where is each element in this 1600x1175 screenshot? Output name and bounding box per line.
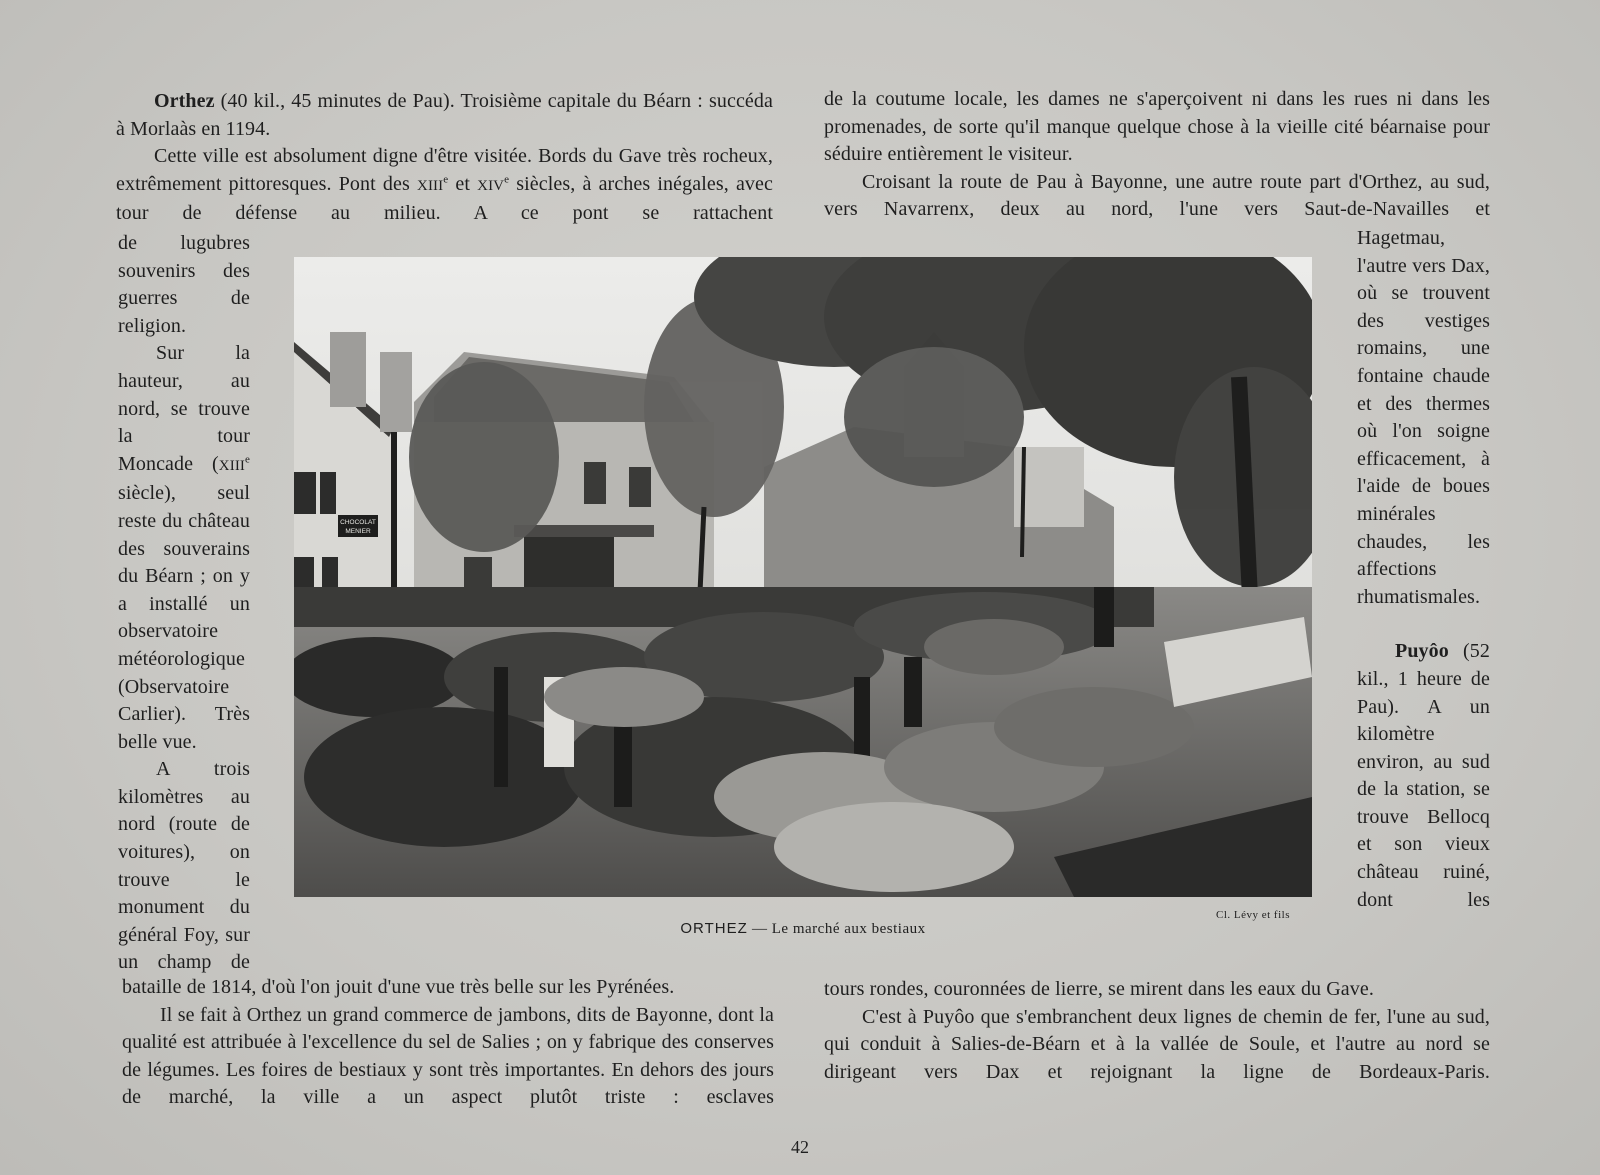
caption-place: ORTHEZ [680, 920, 748, 937]
paragraph-lignes-chemin-de-fer: C'est à Puyôo que s'embranchent deux lignes de chemin de fer, l'une au sud, qui conduit à Salies-de-Béarn et à la vallée de Soule, et l'autre au nord se dirigeant vers Dax et rejoignant la ligne de Bordeaux-Paris. [824, 1005, 1490, 1083]
paragraph-orthez-intro: Orthez (40 kil., 45 minutes de Pau). Troisième capitale du Béarn : succéda à Morlaàs en 1194. [116, 90, 773, 140]
sign-menier: MENIER [345, 528, 371, 535]
photo-illustration [294, 257, 1312, 897]
text-top-right [824, 86, 1490, 224]
paragraph-coutume-locale: de la coutume locale, les dames ne s'aperçoivent ni dans les rues ni dans les promenades, de sorte qu'il manque quelque chose à la vieille cité béarnaise pour séduire entièrement le visiteur. [824, 88, 1490, 166]
paragraph-religion-wars: de lugubres souvenirs des guerres de religion. [118, 232, 250, 337]
photo-credit: Cl. Lévy et fils [1216, 909, 1290, 921]
caption-text: Le marché aux bestiaux [771, 921, 926, 937]
paragraph-general-foy: A trois kilomètres au nord (route de voitures), on trouve le monument du général Foy, sur un champ de [118, 758, 250, 974]
heading-orthez: Orthez [154, 90, 215, 112]
paragraph-commerce: Il se fait à Orthez un grand commerce de jambons, dits de Bayonne, dont la qualité est attribuée à l'excellence du sel de Salies ; on y fabrique des conserves de légumes. Les foires de bestiaux y sont très importantes. En dehors des jours de marché, la ville a un aspect plutôt triste : esclaves [122, 1003, 774, 1109]
text-bottom-left [122, 974, 774, 1112]
paragraph-routes: Croisant la route de Pau à Bayonne, une autre route part d'Orthez, au sud, vers Navarrenx, deux au nord, l'une vers Saut-de-Navailles et [824, 170, 1490, 221]
text-left-narrow [118, 230, 250, 977]
photo-marche-aux-bestiaux [294, 257, 1312, 897]
paragraph-tours-rondes: tours rondes, couronnées de lierre, se mirent dans les eaux du Gave. [824, 978, 1374, 1000]
paragraph-puyoo: Puyôo (52 kil., 1 heure de Pau). A un kilomètre environ, au sud de la station, se trouve Bellocq et son vieux château ruiné, dont les [1357, 640, 1490, 911]
paragraph-bataille-1814: bataille de 1814, d'où l'on jouit d'une vue très belle sur les Pyrénées. [122, 976, 675, 998]
page-number: 42 [791, 1137, 809, 1157]
text-right-narrow [1357, 225, 1490, 914]
paragraph-hagetmau-dax: Hagetmau, l'autre vers Dax, où se trouvent des vestiges romains, une fontaine chaude et des thermes où l'on soigne efficacement, à l'aide de boues minérales chaudes, les affections rhumatismales. [1357, 227, 1490, 608]
photo-caption: ORTHEZ — Le marché aux bestiaux [680, 920, 926, 937]
text-bottom-right [824, 976, 1490, 1086]
sign-chocolat: CHOCOLAT [340, 519, 376, 526]
paragraph-tour-moncade: Sur la hauteur, au nord, se trouve la tour Moncade (XIIIe siècle), seul reste du château des souverains du Béarn ; on y a installé un observatoire météorologique (Observatoire Carlier). Très belle vue. [118, 342, 250, 753]
paragraph-orthez-visit: Cette ville est absolument digne d'être visitée. Bords du Gave très rocheux, extrêmement pittoresques. Pont des XIIIe et XIVe siècles, à arches inégales, avec tour de défense au milieu. A ce pont se rattachent [116, 145, 773, 225]
heading-puyoo: Puyôo [1395, 640, 1449, 663]
text-top-left [116, 88, 773, 228]
